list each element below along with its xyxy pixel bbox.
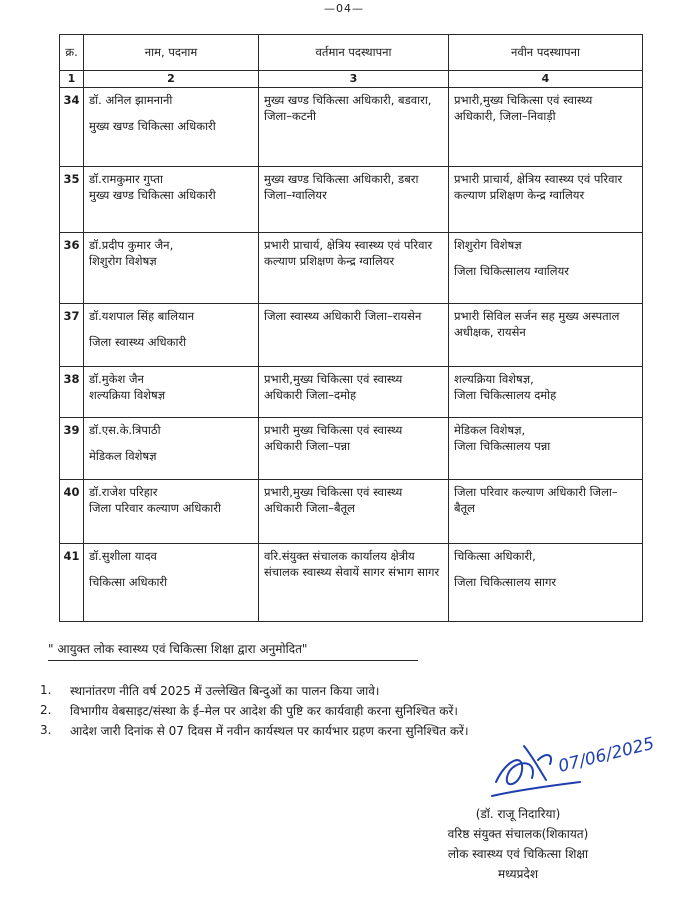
new-posting-location: जिला चिकित्सालय सागर	[454, 575, 557, 589]
officer-name: डॉ.प्रदीप कुमार जैन,	[89, 238, 174, 252]
serial-number: 40	[60, 480, 84, 544]
officer-designation: जिला परिवार कल्याण अधिकारी	[89, 501, 221, 515]
table-row	[60, 367, 643, 418]
name-cell	[84, 304, 259, 367]
new-posting-cell	[449, 367, 643, 418]
column-number: 4	[449, 71, 643, 88]
table-header-row	[60, 35, 643, 71]
signatory-block	[398, 804, 638, 884]
approval-note: " आयुक्त लोक स्वास्थ्य एवं चिकित्सा शिक्षा द्वारा अनुमोदित"	[48, 640, 418, 661]
officer-name: डॉ.राजेश परिहार	[89, 485, 158, 499]
current-posting: मुख्य खण्ड चिकित्सा अधिकारी, डबरा जिला–ग्वालियर	[259, 167, 449, 233]
new-posting: मेडिकल विशेषज्ञ,	[454, 423, 526, 437]
officer-designation: मुख्य खण्ड चिकित्सा अधिकारी	[89, 188, 216, 202]
new-posting-location: जिला चिकित्सालय ग्वालियर	[454, 264, 569, 278]
officer-name: डॉ.सुशीला यादव	[89, 549, 157, 563]
column-number: 1	[60, 71, 84, 88]
name-cell	[84, 544, 259, 622]
column-number: 2	[84, 71, 259, 88]
new-posting: शल्यक्रिया विशेषज्ञ,	[454, 372, 534, 386]
new-posting: प्रभारी,मुख्य चिकित्सा एवं स्वास्थ्य अधिकारी, जिला–निवाड़ी	[449, 88, 643, 167]
current-posting: वरि.संयुक्त संचालक कार्यालय क्षेत्रीय संचालक स्वास्थ्य सेवायें सागर संभाग सागर	[259, 544, 449, 622]
list-number: 2.	[40, 703, 52, 717]
table-row	[60, 233, 643, 304]
new-posting: जिला परिवार कल्याण अधिकारी जिला–बैतूल	[449, 480, 643, 544]
header-serial: क्र.	[60, 35, 84, 71]
table-row	[60, 167, 643, 233]
table-row	[60, 88, 643, 167]
current-posting: प्रभारी मुख्य चिकित्सा एवं स्वास्थ्य अधिकारी जिला–पन्ना	[259, 418, 449, 480]
officer-name: डॉ.रामकुमार गुप्ता	[89, 172, 163, 186]
signature-date: 07/06/2025	[556, 733, 657, 777]
serial-number: 38	[60, 367, 84, 418]
table-row	[60, 304, 643, 367]
list-number: 1.	[40, 683, 52, 697]
officer-name: डॉ.मुकेश जैन	[89, 372, 144, 386]
new-posting-cell	[449, 418, 643, 480]
current-posting: जिला स्वास्थ्य अधिकारी जिला–रायसेन	[259, 304, 449, 367]
transfer-table	[59, 34, 643, 622]
name-cell	[84, 480, 259, 544]
officer-name: डॉ.एस.के.त्रिपाठी	[89, 423, 161, 437]
current-posting: मुख्य खण्ड चिकित्सा अधिकारी, बडवारा, जिला–कटनी	[259, 88, 449, 167]
officer-name: डॉ.यशपाल सिंह बालियान	[89, 309, 195, 323]
current-posting: प्रभारी,मुख्य चिकित्सा एवं स्वास्थ्य अधिकारी जिला–दमोह	[259, 367, 449, 418]
new-posting: शिशुरोग विशेषज्ञ	[454, 238, 522, 252]
serial-number: 37	[60, 304, 84, 367]
officer-designation: शिशुरोग विशेषज्ञ	[89, 254, 157, 268]
handwritten-signature	[488, 730, 658, 802]
page-number: —04—	[324, 2, 364, 15]
name-cell	[84, 88, 259, 167]
column-number-row	[60, 71, 643, 88]
list-text: स्थानांतरण नीति वर्ष 2025 में उल्लेखित बिन्दुओं का पालन किया जावे।	[70, 683, 380, 698]
signatory-state: मध्यप्रदेश	[497, 867, 538, 881]
list-item	[40, 680, 660, 700]
new-posting-cell	[449, 544, 643, 622]
column-number: 3	[259, 71, 449, 88]
current-posting: प्रभारी प्राचार्य, क्षेत्रिय स्वास्थ्य एवं परिवार कल्याण प्रशिक्षण केन्द्र ग्वालियर	[259, 233, 449, 304]
officer-designation: चिकित्सा अधिकारी	[89, 575, 168, 589]
list-text: विभागीय वेबसाइट/संस्था के ई–मेल पर आदेश की पुष्टि कर कार्यवाही करना सुनिश्चित करें।	[70, 703, 458, 718]
signatory-name: (डॉ. राजू निदारिया)	[475, 807, 561, 821]
new-posting: चिकित्सा अधिकारी,	[454, 549, 536, 563]
name-cell	[84, 367, 259, 418]
list-number: 3.	[40, 723, 52, 737]
serial-number: 36	[60, 233, 84, 304]
signatory-department: लोक स्वास्थ्य एवं चिकित्सा शिक्षा	[447, 847, 589, 861]
officer-designation: मुख्य खण्ड चिकित्सा अधिकारी	[89, 119, 216, 133]
signatory-title: वरिष्ठ संयुक्त संचालक(शिकायत)	[447, 827, 589, 841]
officer-designation: मेडिकल विशेषज्ञ	[89, 449, 157, 463]
list-text: आदेश जारी दिनांक से 07 दिवस में नवीन कार्यस्थल पर कार्यभार ग्रहण करना सुनिश्चित करें।	[70, 723, 469, 738]
serial-number: 41	[60, 544, 84, 622]
table-row	[60, 544, 643, 622]
header-current-posting: वर्तमान पदस्थापना	[259, 35, 449, 71]
header-name: नाम, पदनाम	[84, 35, 259, 71]
new-posting-location: जिला चिकित्सालय पन्ना	[454, 439, 551, 453]
new-posting-cell	[449, 233, 643, 304]
header-new-posting: नवीन पदस्थापना	[449, 35, 643, 71]
serial-number: 34	[60, 88, 84, 167]
officer-designation: शल्यक्रिया विशेषज्ञ	[89, 388, 166, 402]
name-cell	[84, 233, 259, 304]
officer-designation: जिला स्वास्थ्य अधिकारी	[89, 335, 187, 349]
new-posting-location: जिला चिकित्सालय दमोह	[454, 388, 557, 402]
serial-number: 35	[60, 167, 84, 233]
name-cell	[84, 418, 259, 480]
list-item	[40, 700, 660, 720]
new-posting: प्रभारी प्राचार्य, क्षेत्रिय स्वास्थ्य एवं परिवार कल्याण प्रशिक्षण केन्द्र ग्वालियर	[449, 167, 643, 233]
table-row	[60, 418, 643, 480]
table-row	[60, 480, 643, 544]
serial-number: 39	[60, 418, 84, 480]
name-cell	[84, 167, 259, 233]
new-posting: प्रभारी सिविल सर्जन सह मुख्य अस्पताल अधीक्षक, रायसेन	[449, 304, 643, 367]
officer-name: डॉ. अनिल झामनानी	[89, 93, 173, 107]
current-posting: प्रभारी,मुख्य चिकित्सा एवं स्वास्थ्य अधिकारी जिला–बैतूल	[259, 480, 449, 544]
